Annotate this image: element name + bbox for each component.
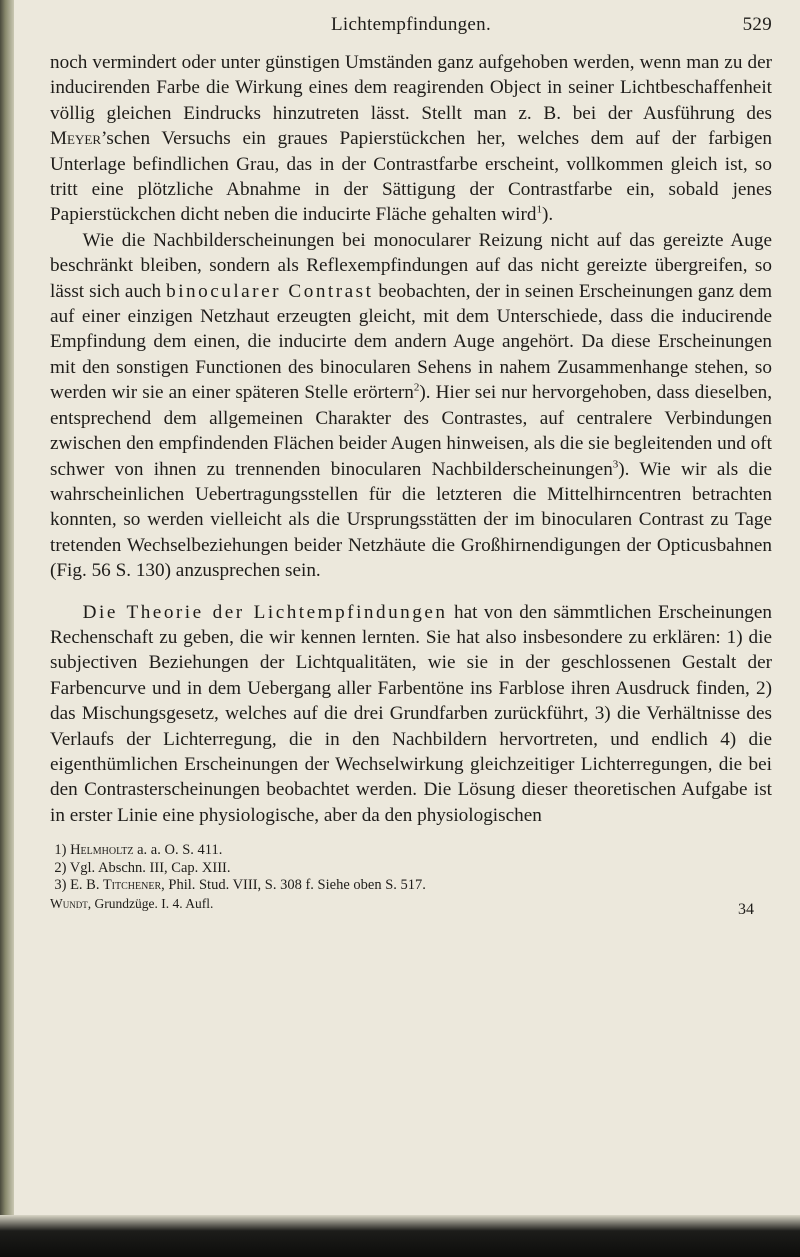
- sheet-number: 34: [738, 900, 754, 918]
- signature-title: , Grundzüge. I. 4. Aufl.: [87, 895, 214, 911]
- footnote-ref-1[interactable]: 1: [536, 204, 542, 217]
- footnotes: [50, 842, 772, 895]
- paragraph-2: [50, 228, 772, 584]
- footnote-2: [50, 860, 772, 878]
- paragraph-1: [50, 50, 772, 228]
- paragraph-3: [50, 600, 772, 829]
- book-binding-edge: [0, 0, 14, 1257]
- page-number: 529: [742, 14, 772, 35]
- footnote-3-author: E. B. Titchener: [70, 877, 162, 894]
- emphasis-theory-heading: Die Theorie der Lichtempfindungen: [82, 601, 448, 623]
- paragraph-2-text-d: ). Wie wir als die wahrscheinlichen Uebertragungsstellen für die letzteren die Mittelhirncentren betrachten konnten, so werden vielleicht als die Ursprungsstätten der im binocularen Contrast zu Tage tretenden Wechselbeziehungen beider Netzhäute die Großhirnendigungen der Opticusbahnen (Fig. 56 S. 130) anzusprechen sein.: [50, 458, 772, 582]
- footnote-1-text: a. a. O. S. 411.: [133, 842, 223, 859]
- footnote-2-text: Vgl. Abschn. III, Cap. XIII.: [66, 859, 231, 876]
- paragraph-1-text: noch vermindert oder unter günstigen Umständen ganz aufgehoben werden, wenn man zu der inducirenden Farbe die Wirkung eines dem reagirenden Object in seiner Lichtbeschaffenheit völlig gleichen Eindrucks hinzutreten lässt. Stellt man z. B. bei der Ausführung des: [50, 52, 772, 124]
- paragraph-1-text-c: ).: [541, 204, 554, 226]
- footnote-3: [50, 877, 772, 895]
- footnote-3-number: 3): [54, 877, 67, 894]
- paragraph-2-text-c: ). Hier sei nur hervorgehoben, dass dieselben, entsprechend dem allgemeinen Charakter des Contrastes, auf centralere Verbindungen zwischen den empfindenden Flächen beider Augen hinweisen, als die sie begleitenden und oft schwer von ihnen zu trennenden binocularen Nachbilderscheinungen: [50, 382, 773, 480]
- paragraph-1-text-b: ’schen Versuchs ein graues Papierstückchen her, welches dem auf der farbigen Unterlage befindlichen Grau, das in der Contrastfarbe erscheint, vollkommen gleich ist, so tritt eine plötzliche Abnahme in der Sättigung der Contrastfarbe ein, sobald jenes Papierstückchen dicht neben die inducirte Fläche gehalten wird: [50, 128, 772, 226]
- scan-bottom-edge: [0, 1215, 800, 1257]
- emphasis-binocular-contrast: binocularer Contrast: [166, 280, 374, 302]
- footnote-2-number: 2): [54, 859, 67, 876]
- footnote-ref-2[interactable]: 2: [413, 381, 420, 394]
- author-name-meyer: Meyer: [50, 128, 102, 150]
- footnote-3-text: , Phil. Stud. VIII, S. 308 f. Siehe oben S. 517.: [161, 877, 426, 894]
- book-page: [50, 14, 772, 1214]
- paragraph-2-text: Wie die Nachbilderscheinungen bei monocularer Reizung nicht auf das gereizte Auge beschränkt bleiben, sondern als Reflexempfindungen auf das nicht gereizte übergreifen, so lässt sich auch: [50, 229, 772, 302]
- footnote-1-number: 1): [54, 842, 67, 859]
- printer-signature: [50, 895, 772, 918]
- signature-author: Wundt: [50, 895, 88, 911]
- footnote-1-author: Helmholtz: [70, 842, 134, 859]
- footnote-ref-3[interactable]: 3: [612, 458, 619, 471]
- running-title: Lichtempfindungen.: [331, 14, 491, 35]
- paragraph-2-text-b: beobachten, der in seinen Erscheinungen ganz dem auf einer einzigen Netzhaut erzeugten gleicht, mit dem Unterschiede, dass die inducirende Empfindung dem einen, die inducirte dem andern Auge angehört. Da diese Erscheinungen mit den sonstigen Functionen des binocularen Sehens in nahem Zusammenhange stehen, so werden wir sie an einer späteren Stelle erörtern: [50, 280, 772, 404]
- footnote-1: [50, 842, 772, 860]
- body-text: [50, 50, 772, 828]
- page-header: [50, 14, 772, 40]
- paragraph-3-text: hat von den sämmtlichen Erscheinungen Rechenschaft zu geben, die wir kennen lernten. Sie hat also insbesondere zu erklären: 1) die subjectiven Beziehungen der Lichtqualitäten, wie sie in der geschlossenen Gestalt der Farbencurve und in dem Uebergang aller Farbentöne ins Farblose ihren Ausdruck finden, 2) das Mischungsgesetz, welches auf die drei Grundfarben zurückführt, 3) die Verhältnisse des Verlaufs der Lichterregung, die in den Nachbildern hervortreten, und endlich 4) die eigenthümlichen Erscheinungen der Wechselwirkung gleichzeitiger Lichterregungen, die bei den Contrasterscheinungen beobachtet werden. Die Lösung dieser theoretischen Aufgabe ist in erster Linie eine physiologische, aber da den physiologischen: [50, 601, 772, 826]
